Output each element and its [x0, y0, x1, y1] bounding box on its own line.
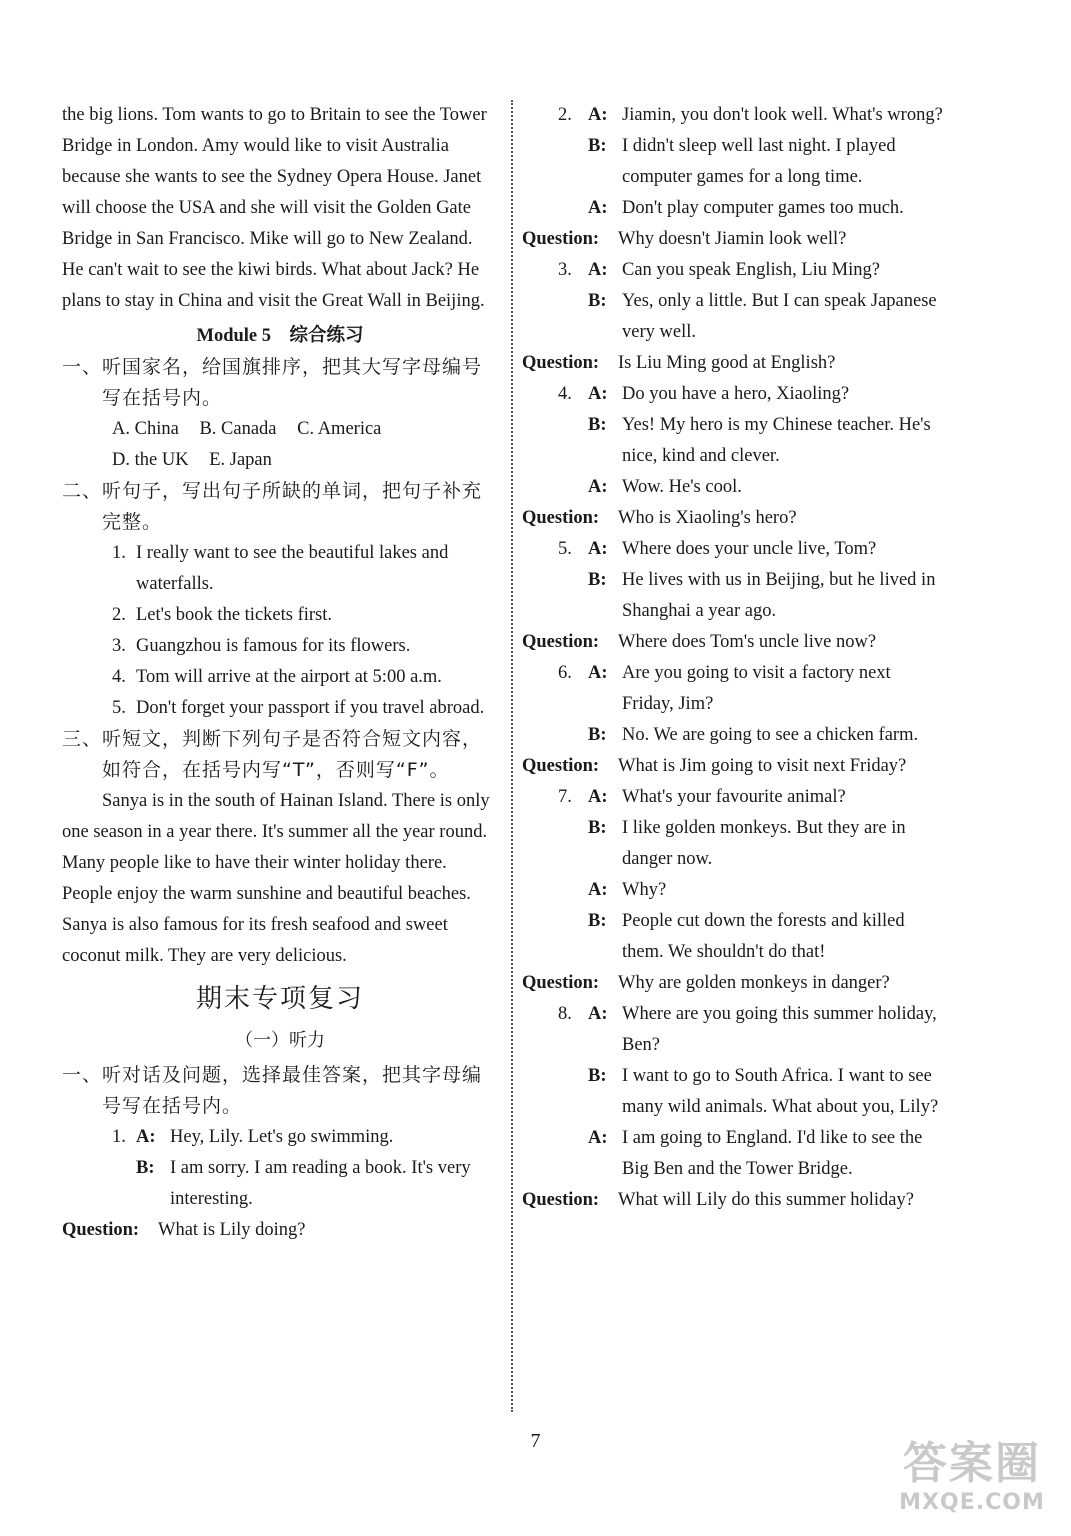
dialogue-text: Where are you going this summer holiday, Ben? [622, 1004, 937, 1055]
dialogue-number [558, 1061, 588, 1123]
dialogue-line [522, 1061, 944, 1123]
question-text: What will Lily do this summer holiday? [618, 1190, 914, 1210]
dialogue-5 [522, 534, 944, 658]
section4-heading: 一、听对话及问题，选择最佳答案，把其字母编号写在括号内。 [62, 1064, 483, 1117]
dialogue-line [522, 565, 944, 627]
dialogue-text: Are you going to visit a factory next Friday, Jim? [622, 663, 891, 714]
item-number: 1. [112, 543, 126, 563]
dialogue-line [522, 255, 944, 286]
dialogue-line [112, 1122, 498, 1153]
dialogue-text: Wow. He's cool. [622, 477, 742, 497]
speaker-label: B: [588, 570, 607, 590]
dialogue-number [558, 565, 588, 627]
dialogue-text: Yes, only a little. But I can speak Japanese very well. [622, 291, 937, 342]
dialogue-line [522, 782, 944, 813]
dialogue-1 [62, 1122, 498, 1215]
question-text: What is Jim going to visit next Friday? [618, 756, 907, 776]
dialogue-number: 5. [558, 539, 572, 559]
watermark-logo-text: 答案圈 [903, 1438, 1041, 1489]
question-text: Who is Xiaoling's hero? [618, 508, 797, 528]
speaker-label: B: [588, 415, 607, 435]
module-title: Module 5 综合练习 [196, 326, 364, 346]
question-text: Why doesn't Jiamin look well? [618, 229, 847, 249]
section1-heading: 一、听国家名，给国旗排序，把其大写字母编号写在括号内。 [62, 356, 483, 409]
speaker-label: A: [588, 663, 608, 683]
speaker-label: B: [588, 911, 607, 931]
question-label: Question: [62, 1220, 140, 1240]
question-line [522, 751, 944, 782]
left-column [62, 100, 498, 1246]
dialogue-4 [522, 379, 944, 534]
dialogue-number [558, 410, 588, 472]
dialogue-6 [522, 658, 944, 782]
dialogue-line [522, 1123, 944, 1185]
speaker-label: B: [588, 136, 607, 156]
dialogue-8 [522, 999, 944, 1216]
question-label: Question: [522, 632, 600, 652]
list-item [112, 538, 498, 600]
option-e: E. Japan [209, 450, 272, 470]
dialogue-2 [522, 100, 944, 255]
dialogue-text: Yes! My hero is my Chinese teacher. He's nice, kind and clever. [622, 415, 931, 466]
speaker-label: A: [588, 384, 608, 404]
section1-options-row2 [62, 445, 498, 476]
question-label: Question: [522, 229, 600, 249]
item-number: 3. [112, 636, 126, 656]
question-label: Question: [522, 508, 600, 528]
speaker-label: B: [588, 1066, 607, 1086]
item-number: 5. [112, 698, 126, 718]
dialogue-text: I am sorry. I am reading a book. It's very interesting. [170, 1158, 471, 1209]
question-line [522, 627, 944, 658]
speaker-label: B: [136, 1158, 155, 1178]
list-item [112, 693, 498, 724]
section2-heading: 二、听句子，写出句子所缺的单词，把句子补充完整。 [62, 480, 483, 533]
speaker-label: A: [588, 1004, 608, 1024]
question-line [522, 1185, 944, 1216]
dialogue-number: 1. [112, 1127, 126, 1147]
dialogue-number [558, 193, 588, 224]
right-column [522, 100, 944, 1216]
dialogue-line [522, 658, 944, 720]
dialogue-number [558, 472, 588, 503]
dialogue-text: No. We are going to see a chicken farm. [622, 725, 919, 745]
list-item [112, 662, 498, 693]
watermark-logo [887, 1438, 1057, 1530]
section2-list [62, 538, 498, 724]
dialogue-number: 8. [558, 1004, 572, 1024]
list-item [112, 631, 498, 662]
option-c: C. America [297, 419, 382, 439]
speaker-label: A: [588, 880, 608, 900]
speaker-label: A: [588, 260, 608, 280]
item-number: 2. [112, 605, 126, 625]
speaker-label: B: [588, 818, 607, 838]
dialogue-number [558, 286, 588, 348]
item-text: Let's book the tickets first. [136, 605, 333, 625]
option-d: D. the UK [112, 450, 189, 470]
dialogue-line [522, 472, 944, 503]
question-label: Question: [522, 353, 600, 373]
dialogue-text: Can you speak English, Liu Ming? [622, 260, 880, 280]
dialogue-text: He lives with us in Beijing, but he lived in Shanghai a year ago. [622, 570, 936, 621]
question-line [62, 1215, 498, 1246]
question-line [522, 968, 944, 999]
dialogue-3 [522, 255, 944, 379]
page-number: 7 [530, 1430, 541, 1452]
column-divider [511, 100, 513, 1412]
question-text: What is Lily doing? [158, 1220, 306, 1240]
speaker-label: A: [588, 539, 608, 559]
dialogue-text: Jiamin, you don't look well. What's wrong? [622, 105, 943, 125]
dialogue-line [112, 1153, 498, 1215]
speaker-label: B: [588, 291, 607, 311]
dialogue-number [558, 813, 588, 875]
speaker-label: A: [136, 1127, 156, 1147]
dialogue-line [522, 534, 944, 565]
dialogue-number [558, 875, 588, 906]
speaker-label: A: [588, 198, 608, 218]
dialogue-number: 2. [558, 105, 572, 125]
dialogue-line [522, 131, 944, 193]
question-line [522, 503, 944, 534]
question-line [522, 348, 944, 379]
dialogue-line [522, 813, 944, 875]
dialogue-number: 6. [558, 663, 572, 683]
list-item [112, 600, 498, 631]
dialogue-number [558, 906, 588, 968]
question-label: Question: [522, 756, 600, 776]
section1-options-row1 [62, 414, 498, 445]
dialogue-line [522, 875, 944, 906]
dialogue-line [522, 410, 944, 472]
dialogue-line [522, 999, 944, 1061]
dialogue-text: Where does your uncle live, Tom? [622, 539, 877, 559]
watermark-url: MXQE.COM [899, 1490, 1045, 1515]
option-b: B. Canada [199, 419, 277, 439]
section3-heading: 三、听短文，判断下列句子是否符合短文内容，如符合，在括号内写“T”，否则写“F”。 [62, 728, 483, 781]
dialogue-7 [522, 782, 944, 999]
intro-paragraph: the big lions. Tom wants to go to Britain to see the Tower Bridge in London. Amy would like to visit Australia because she wants to see the Sydney Opera House. Janet will choose the USA and she will visit the Golden Gate Bridge in San Francisco. Mike will go to New Zealand. He can't wait to see the kiwi birds. What about Jack? He plans to stay in China and visit the Great Wall in Beijing. [62, 105, 487, 311]
review-title: 期末专项复习 [195, 984, 364, 1014]
question-line [522, 224, 944, 255]
section3-passage: Sanya is in the south of Hainan Island. There is only one season in a year there. It's summer all the year round. Many people like to have their winter holiday there. People enjoy the warm sunshine and beautiful beaches. Sanya is also famous for its fresh seafood and sweet coconut milk. They are very delicious. [62, 791, 490, 966]
item-text: I really want to see the beautiful lakes and waterfalls. [136, 543, 449, 594]
dialogue-number [558, 720, 588, 751]
dialogue-text: I am going to England. I'd like to see the Big Ben and the Tower Bridge. [622, 1128, 923, 1179]
dialogue-text: I want to go to South Africa. I want to see many wild animals. What about you, Lily? [622, 1066, 939, 1117]
dialogue-text: Why? [622, 880, 667, 900]
dialogue-number: 7. [558, 787, 572, 807]
right-dialogues [522, 100, 944, 1216]
review-subtitle: （一）听力 [235, 1030, 325, 1051]
speaker-label: A: [588, 1128, 608, 1148]
dialogue-line [522, 286, 944, 348]
question-label: Question: [522, 1190, 600, 1210]
item-number: 4. [112, 667, 126, 687]
speaker-label: B: [588, 725, 607, 745]
question-text: Is Liu Ming good at English? [618, 353, 836, 373]
question-text: Where does Tom's uncle live now? [618, 632, 877, 652]
dialogue-line [522, 193, 944, 224]
dialogue-line [522, 906, 944, 968]
speaker-label: A: [588, 105, 608, 125]
dialogue-line [522, 379, 944, 410]
dialogue-number: 3. [558, 260, 572, 280]
question-label: Question: [522, 973, 600, 993]
item-text: Guangzhou is famous for its flowers. [136, 636, 411, 656]
speaker-label: A: [588, 787, 608, 807]
dialogue-number [558, 1123, 588, 1185]
dialogue-line [522, 720, 944, 751]
item-text: Tom will arrive at the airport at 5:00 a.m. [136, 667, 442, 687]
dialogue-text: Don't play computer games too much. [622, 198, 904, 218]
dialogue-text: I didn't sleep well last night. I played computer games for a long time. [622, 136, 896, 187]
question-text: Why are golden monkeys in danger? [618, 973, 890, 993]
speaker-label: A: [588, 477, 608, 497]
item-text: Don't forget your passport if you travel abroad. [136, 698, 485, 718]
dialogue-number: 4. [558, 384, 572, 404]
dialogue-line [522, 100, 944, 131]
dialogue-number [558, 131, 588, 193]
dialogue-text: Hey, Lily. Let's go swimming. [170, 1127, 394, 1147]
dialogue-text: Do you have a hero, Xiaoling? [622, 384, 850, 404]
dialogue-text: What's your favourite animal? [622, 787, 846, 807]
dialogue-text: People cut down the forests and killed them. We shouldn't do that! [622, 911, 905, 962]
option-a: A. China [112, 419, 179, 439]
dialogue-text: I like golden monkeys. But they are in danger now. [622, 818, 906, 869]
